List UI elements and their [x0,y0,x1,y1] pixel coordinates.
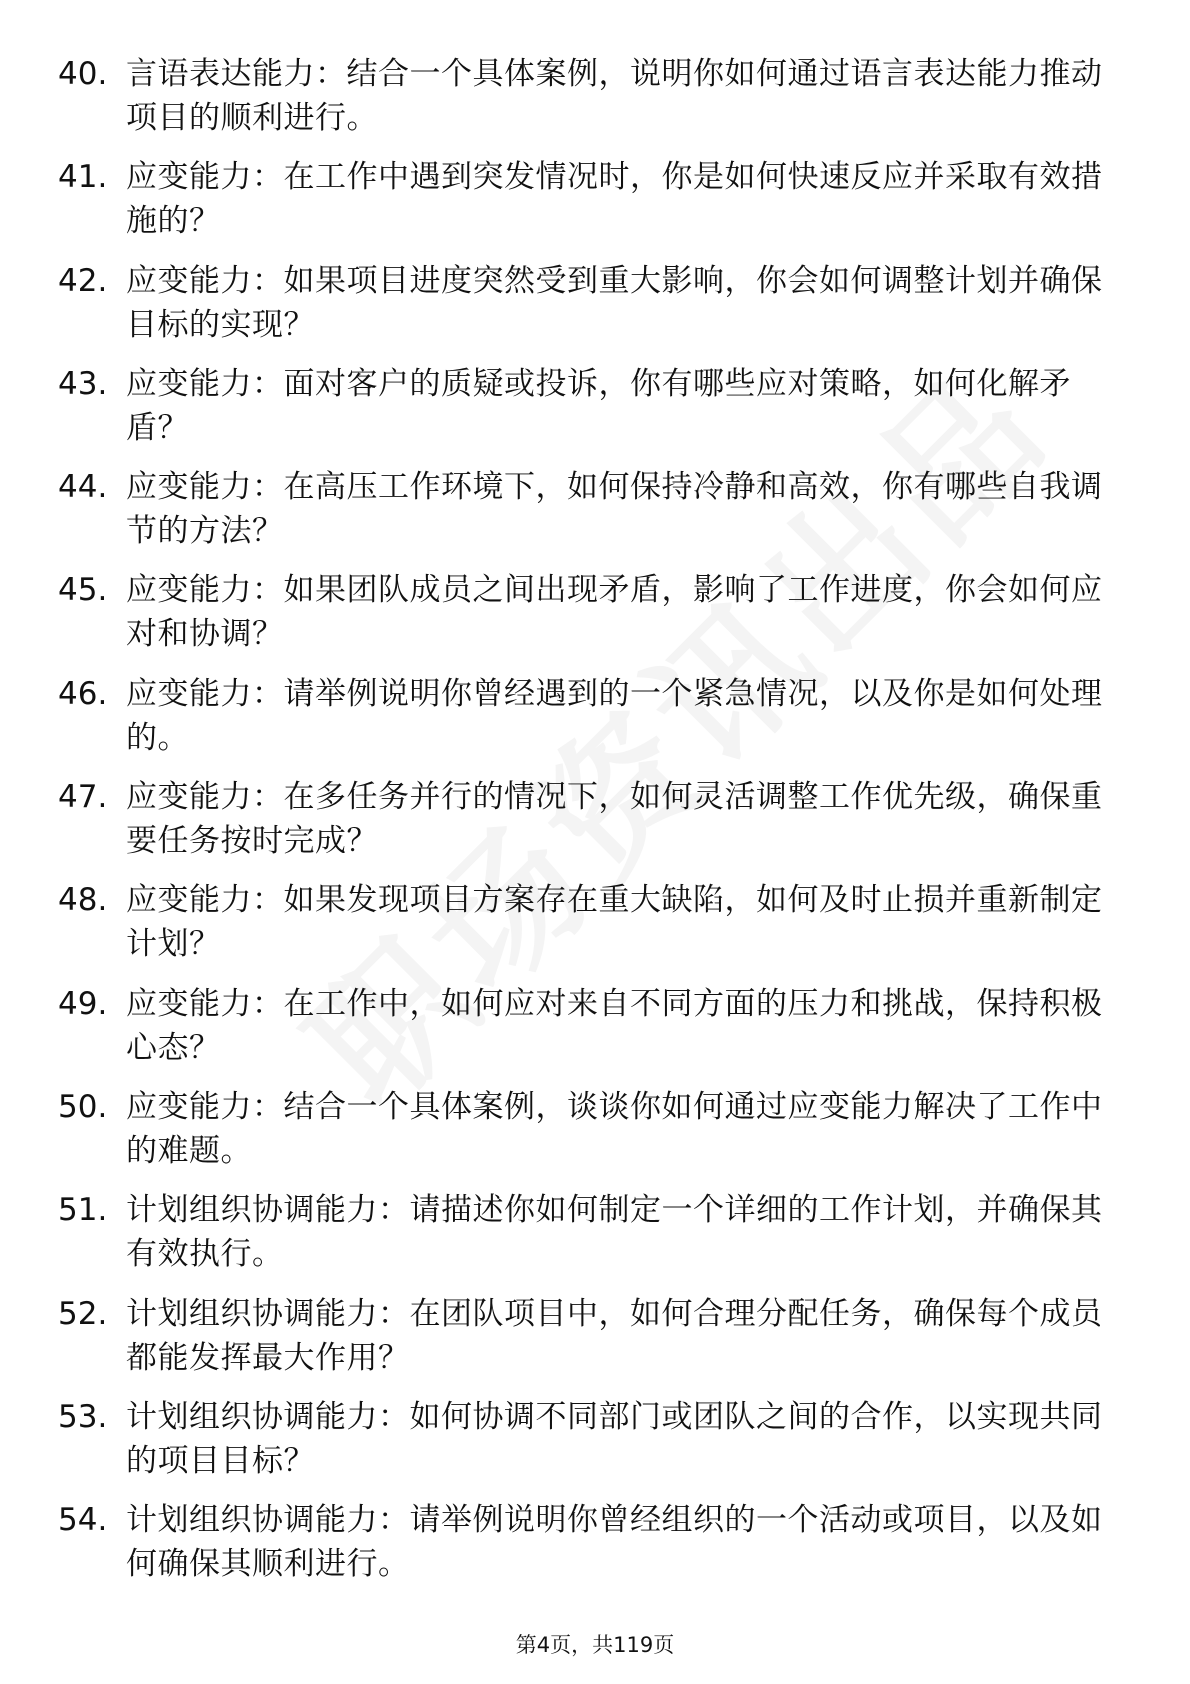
question-number: 40. [58,56,108,92]
question-text: 应变能力：在工作中，如何应对来自不同方面的压力和挑战，保持积极心态？ [126,985,1103,1066]
question-number: 50. [58,1088,108,1125]
question-number: 46. [58,675,108,712]
page-footer: 第4页，共119页 [515,1633,675,1657]
question-number: 47. [58,779,108,816]
question-text: 计划组织协调能力：在团队项目中，如何合理分配任务，确保每个成员都能发挥最大作用？ [126,1295,1103,1376]
question-text: 计划组织协调能力：请描述你如何制定一个详细的工作计划，并确保其有效执行。 [126,1192,1103,1273]
question-text: 应变能力：在多任务并行的情况下，如何灵活调整工作优先级，确保重要任务按时完成？ [126,779,1103,860]
question-item [0,52,1190,155]
question-number: 52. [58,1295,108,1332]
question-number: 48. [58,882,108,919]
question-text: 应变能力：请举例说明你曾经遇到的一个紧急情况，以及你是如何处理的。 [126,675,1103,756]
question-text: 应变能力：如果团队成员之间出现矛盾，影响了工作进度，你会如何应对和协调？ [126,572,1103,653]
question-item [0,1395,1190,1498]
question-item [0,568,1190,671]
question-number: 49. [58,985,108,1022]
question-text: 应变能力：如果发现项目方案存在重大缺陷，如何及时止损并重新制定计划？ [126,882,1103,963]
question-item [0,1085,1190,1188]
question-item [0,259,1190,362]
question-item [0,155,1190,258]
question-item [0,362,1190,465]
question-text: 应变能力：如果项目进度突然受到重大影响，你会如何调整计划并确保目标的实现？ [126,262,1103,343]
question-text: 应变能力：面对客户的质疑或投诉，你有哪些应对策略，如何化解矛盾？ [126,365,1071,446]
question-item [0,672,1190,775]
question-number: 51. [58,1192,108,1229]
question-number: 44. [58,469,108,506]
question-number: 45. [58,572,108,609]
question-number: 53. [58,1398,108,1435]
question-text: 言语表达能力：结合一个具体案例，说明你如何通过语言表达能力推动项目的顺利进行。 [126,56,1103,136]
question-item [0,1292,1190,1395]
question-list [0,52,1190,1601]
question-item [0,878,1190,981]
question-text: 应变能力：结合一个具体案例，谈谈你如何通过应变能力解决了工作中的难题。 [126,1088,1103,1169]
question-item [0,775,1190,878]
question-number: 41. [58,159,108,196]
question-item [0,465,1190,568]
question-number: 42. [58,262,108,299]
question-text: 应变能力：在工作中遇到突发情况时，你是如何快速反应并采取有效措施的？ [126,159,1103,240]
question-number: 54. [58,1502,108,1539]
question-number: 43. [58,365,108,402]
question-text: 计划组织协调能力：如何协调不同部门或团队之间的合作，以实现共同的项目目标？ [126,1398,1103,1479]
question-item [0,1498,1190,1601]
question-text: 应变能力：在高压工作环境下，如何保持冷静和高效，你有哪些自我调节的方法？ [126,469,1103,550]
question-item [0,1188,1190,1291]
question-text: 计划组织协调能力：请举例说明你曾经组织的一个活动或项目，以及如何确保其顺利进行。 [126,1502,1103,1583]
question-item [0,982,1190,1085]
